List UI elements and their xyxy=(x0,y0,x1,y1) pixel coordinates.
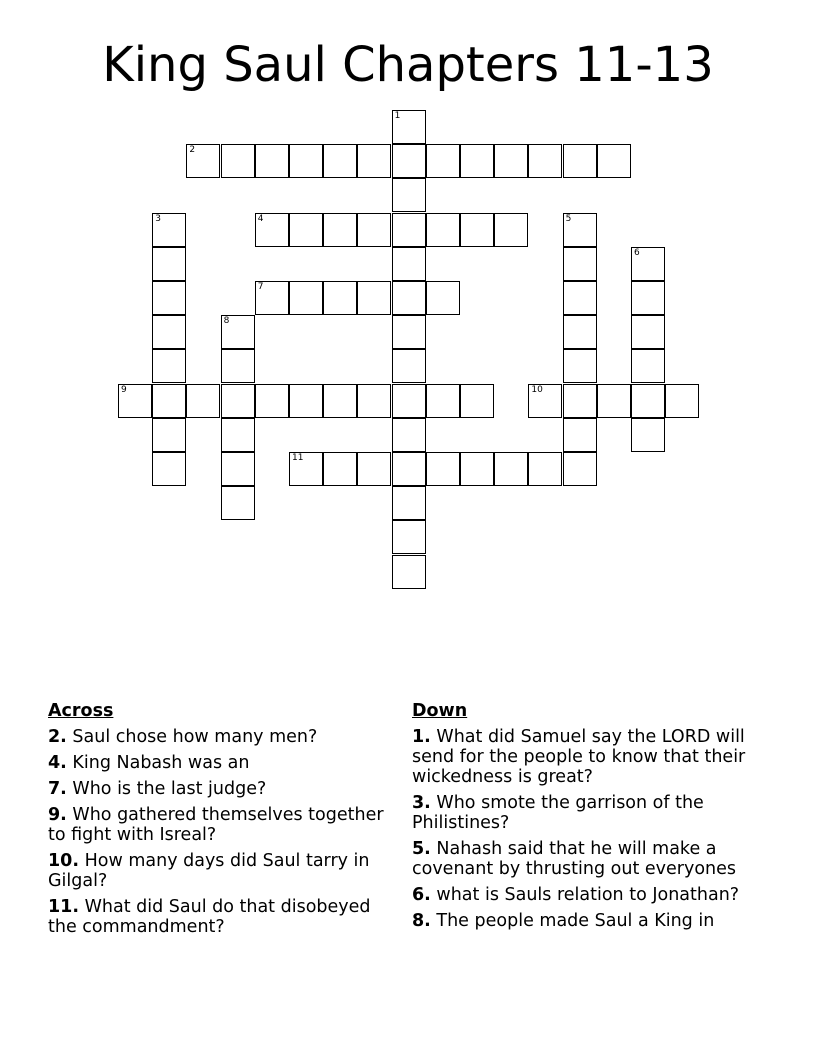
crossword-cell[interactable] xyxy=(152,247,186,281)
crossword-cell[interactable] xyxy=(460,144,494,178)
crossword-cell[interactable] xyxy=(597,144,631,178)
crossword-cell[interactable] xyxy=(563,281,597,315)
clue-number-label: 6 xyxy=(634,247,640,258)
crossword-cell[interactable] xyxy=(152,384,186,418)
across-heading: Across xyxy=(48,701,114,721)
crossword-cell[interactable] xyxy=(392,281,426,315)
clue-text: what is Sauls relation to Jonathan? xyxy=(436,885,740,905)
down-clue xyxy=(412,839,782,879)
crossword-cell[interactable] xyxy=(426,144,460,178)
crossword-cell[interactable] xyxy=(323,144,357,178)
crossword-cell[interactable] xyxy=(460,213,494,247)
clue-text: Who is the last judge? xyxy=(72,779,267,799)
clue-number: 5. xyxy=(412,839,431,859)
clue-number: 9. xyxy=(48,805,67,825)
crossword-cell[interactable] xyxy=(221,349,255,383)
crossword-cell[interactable] xyxy=(152,281,186,315)
clue-number: 2. xyxy=(48,727,67,747)
clue-number-label: 9 xyxy=(121,384,127,395)
clue-text: King Nabash was an xyxy=(72,753,250,773)
crossword-cell[interactable] xyxy=(289,281,323,315)
crossword-cell[interactable] xyxy=(255,213,289,247)
crossword-cell[interactable] xyxy=(392,486,426,520)
down-clue xyxy=(412,727,782,787)
crossword-cell[interactable] xyxy=(289,384,323,418)
crossword-cell[interactable] xyxy=(323,452,357,486)
crossword-cell[interactable] xyxy=(152,418,186,452)
crossword-cell[interactable] xyxy=(221,486,255,520)
crossword-cell[interactable] xyxy=(392,178,426,212)
clue-text: What did Saul do that disobeyed the commandment? xyxy=(48,897,371,937)
crossword-cell[interactable] xyxy=(563,247,597,281)
crossword-cell[interactable] xyxy=(357,281,391,315)
crossword-cell[interactable] xyxy=(392,247,426,281)
crossword-cell[interactable] xyxy=(597,384,631,418)
crossword-cell[interactable] xyxy=(152,213,186,247)
crossword-cell[interactable] xyxy=(392,555,426,589)
crossword-cell[interactable] xyxy=(221,452,255,486)
crossword-cell[interactable] xyxy=(494,213,528,247)
crossword-cell[interactable] xyxy=(323,213,357,247)
clue-number: 3. xyxy=(412,793,431,813)
crossword-cell[interactable] xyxy=(528,144,562,178)
crossword-cell[interactable] xyxy=(563,144,597,178)
crossword-cell[interactable] xyxy=(186,384,220,418)
crossword-cell[interactable] xyxy=(563,452,597,486)
clue-number: 10. xyxy=(48,851,80,871)
crossword-cell[interactable] xyxy=(392,110,426,144)
crossword-cell[interactable] xyxy=(494,144,528,178)
across-clue xyxy=(48,897,398,937)
crossword-cell[interactable] xyxy=(357,213,391,247)
across-clues xyxy=(48,701,398,943)
crossword-cell[interactable] xyxy=(460,452,494,486)
clue-number-label: 1 xyxy=(394,111,401,121)
crossword-cell[interactable] xyxy=(563,315,597,349)
down-heading: Down xyxy=(412,701,468,721)
crossword-cell[interactable] xyxy=(528,384,562,418)
crossword-cell[interactable] xyxy=(255,144,289,178)
clue-number-label: 11 xyxy=(292,453,304,463)
clue-number-label: 2 xyxy=(189,145,196,156)
clue-text: How many days did Saul tarry in Gilgal? xyxy=(48,851,370,891)
crossword-cell[interactable] xyxy=(323,384,357,418)
crossword-cell[interactable] xyxy=(255,281,289,315)
across-clue xyxy=(48,753,398,773)
crossword-cell[interactable] xyxy=(631,384,665,418)
clue-text: Saul chose how many men? xyxy=(72,727,318,747)
clue-number: 4. xyxy=(48,753,67,773)
crossword-cell[interactable] xyxy=(289,144,323,178)
crossword-cell[interactable] xyxy=(631,349,665,383)
crossword-cell[interactable] xyxy=(392,384,426,418)
crossword-cell[interactable] xyxy=(289,452,323,486)
clue-number-label: 7 xyxy=(257,282,264,292)
page-title: King Saul Chapters 11-13 xyxy=(102,37,714,93)
crossword-cell[interactable] xyxy=(494,452,528,486)
down-clue xyxy=(412,885,782,905)
crossword-cell[interactable] xyxy=(392,144,426,178)
down-clue xyxy=(412,793,782,833)
clue-number: 7. xyxy=(48,779,67,799)
crossword-cell[interactable] xyxy=(357,452,391,486)
crossword-cell[interactable] xyxy=(631,281,665,315)
across-clue xyxy=(48,851,398,891)
crossword-cell[interactable] xyxy=(563,418,597,452)
clue-text: Who smote the garrison of the Philistines? xyxy=(412,793,704,833)
crossword-cell[interactable] xyxy=(426,213,460,247)
crossword-cell[interactable] xyxy=(665,384,699,418)
clue-number: 1. xyxy=(412,727,431,747)
crossword-cell[interactable] xyxy=(392,315,426,349)
clue-number: 11. xyxy=(48,897,80,917)
crossword-cell[interactable] xyxy=(221,418,255,452)
crossword-cell[interactable] xyxy=(426,384,460,418)
crossword-cell[interactable] xyxy=(152,315,186,349)
crossword-cell[interactable] xyxy=(392,520,426,554)
crossword-cell[interactable] xyxy=(528,452,562,486)
crossword-cell[interactable] xyxy=(563,384,597,418)
crossword-cell[interactable] xyxy=(563,213,597,247)
crossword-cell[interactable] xyxy=(392,418,426,452)
crossword-cell[interactable] xyxy=(426,281,460,315)
crossword-cell[interactable] xyxy=(631,247,665,281)
crossword-cell[interactable] xyxy=(221,315,255,349)
crossword-cell[interactable] xyxy=(357,144,391,178)
clue-number-label: 8 xyxy=(223,316,230,327)
clue-text: The people made Saul a King in xyxy=(436,911,715,931)
clue-number-label: 4 xyxy=(257,213,264,224)
crossword-cell[interactable] xyxy=(460,384,494,418)
clue-number-label: 3 xyxy=(155,213,161,224)
clue-number: 6. xyxy=(412,885,431,905)
crossword-cell[interactable] xyxy=(563,349,597,383)
down-clue xyxy=(412,911,782,931)
crossword-cell[interactable] xyxy=(631,418,665,452)
crossword-cell[interactable] xyxy=(152,349,186,383)
crossword-cell[interactable] xyxy=(392,349,426,383)
clue-number: 8. xyxy=(412,911,431,931)
crossword-cell[interactable] xyxy=(152,452,186,486)
across-clue xyxy=(48,727,398,747)
clue-number-label: 5 xyxy=(565,213,572,224)
crossword-cell[interactable] xyxy=(357,384,391,418)
crossword-cell[interactable] xyxy=(392,452,426,486)
crossword-cell[interactable] xyxy=(118,384,152,418)
clue-text: Who gathered themselves together to fight with Isreal? xyxy=(48,805,384,845)
crossword-cell[interactable] xyxy=(255,384,289,418)
clue-text: What did Samuel say the LORD will send for the people to know that their wickedness is great? xyxy=(412,727,746,787)
crossword-cell[interactable] xyxy=(392,213,426,247)
crossword-cell[interactable] xyxy=(289,213,323,247)
across-clue xyxy=(48,805,398,845)
across-clue xyxy=(48,779,398,799)
crossword-cell[interactable] xyxy=(221,144,255,178)
crossword-cell[interactable] xyxy=(426,452,460,486)
crossword-cell[interactable] xyxy=(323,281,357,315)
down-clues xyxy=(412,701,782,937)
crossword-cell[interactable] xyxy=(631,315,665,349)
crossword-cell[interactable] xyxy=(221,384,255,418)
clue-number-label: 10 xyxy=(531,384,543,395)
clue-text: Nahash said that he will make a covenant by thrusting out everyones xyxy=(412,839,736,879)
crossword-cell[interactable] xyxy=(186,144,220,178)
